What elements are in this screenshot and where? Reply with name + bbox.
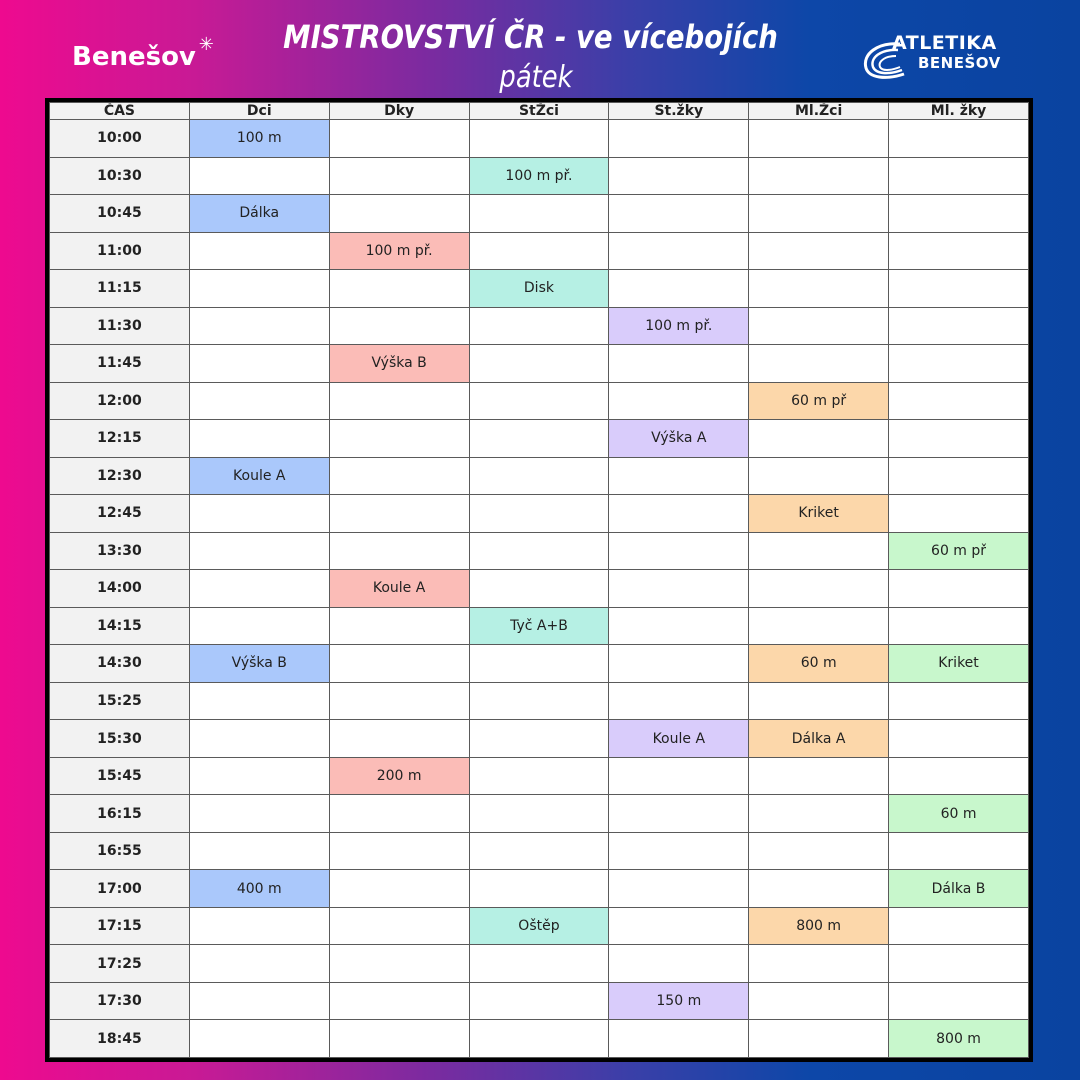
table-row bbox=[50, 120, 1029, 158]
empty-cell bbox=[609, 495, 749, 533]
empty-cell bbox=[189, 757, 329, 795]
column-header-category: Dci bbox=[189, 103, 329, 120]
empty-cell bbox=[609, 382, 749, 420]
empty-cell bbox=[469, 120, 609, 158]
time-cell: 16:55 bbox=[50, 832, 190, 870]
table-header-row bbox=[50, 103, 1029, 120]
empty-cell bbox=[889, 382, 1029, 420]
time-cell: 18:45 bbox=[50, 1020, 190, 1058]
empty-cell bbox=[749, 832, 889, 870]
table-row bbox=[50, 832, 1029, 870]
time-cell: 11:45 bbox=[50, 345, 190, 383]
empty-cell bbox=[189, 382, 329, 420]
empty-cell bbox=[889, 120, 1029, 158]
event-cell: 400 m bbox=[189, 870, 329, 908]
empty-cell bbox=[469, 1020, 609, 1058]
event-cell: Dálka A bbox=[749, 720, 889, 758]
event-cell: Kriket bbox=[749, 495, 889, 533]
empty-cell bbox=[189, 232, 329, 270]
empty-cell bbox=[609, 682, 749, 720]
empty-cell bbox=[889, 270, 1029, 308]
empty-cell bbox=[329, 120, 469, 158]
time-cell: 15:25 bbox=[50, 682, 190, 720]
event-cell: Koule A bbox=[609, 720, 749, 758]
empty-cell bbox=[609, 795, 749, 833]
empty-cell bbox=[189, 270, 329, 308]
empty-cell bbox=[329, 945, 469, 983]
empty-cell bbox=[469, 945, 609, 983]
empty-cell bbox=[329, 682, 469, 720]
table-row bbox=[50, 795, 1029, 833]
empty-cell bbox=[889, 495, 1029, 533]
empty-cell bbox=[749, 345, 889, 383]
empty-cell bbox=[189, 157, 329, 195]
event-cell: Koule A bbox=[329, 570, 469, 608]
event-cell: 60 m bbox=[889, 795, 1029, 833]
empty-cell bbox=[329, 382, 469, 420]
time-cell: 10:30 bbox=[50, 157, 190, 195]
time-cell: 12:00 bbox=[50, 382, 190, 420]
empty-cell bbox=[749, 532, 889, 570]
empty-cell bbox=[749, 420, 889, 458]
time-cell: 10:00 bbox=[50, 120, 190, 158]
table-row bbox=[50, 682, 1029, 720]
empty-cell bbox=[329, 195, 469, 233]
table-row bbox=[50, 457, 1029, 495]
time-cell: 15:45 bbox=[50, 757, 190, 795]
event-cell: Výška A bbox=[609, 420, 749, 458]
empty-cell bbox=[889, 307, 1029, 345]
event-cell: 150 m bbox=[609, 982, 749, 1020]
table-row bbox=[50, 907, 1029, 945]
empty-cell bbox=[609, 157, 749, 195]
event-cell: 800 m bbox=[749, 907, 889, 945]
empty-cell bbox=[469, 982, 609, 1020]
empty-cell bbox=[329, 532, 469, 570]
empty-cell bbox=[469, 795, 609, 833]
empty-cell bbox=[749, 1020, 889, 1058]
empty-cell bbox=[469, 345, 609, 383]
time-cell: 17:25 bbox=[50, 945, 190, 983]
empty-cell bbox=[889, 907, 1029, 945]
event-cell: Dálka bbox=[189, 195, 329, 233]
time-cell: 15:30 bbox=[50, 720, 190, 758]
event-cell: Výška B bbox=[189, 645, 329, 683]
time-cell: 16:15 bbox=[50, 795, 190, 833]
empty-cell bbox=[189, 607, 329, 645]
empty-cell bbox=[329, 157, 469, 195]
benesov-logo-text: Benešov bbox=[72, 42, 196, 72]
table-row bbox=[50, 945, 1029, 983]
table-row bbox=[50, 607, 1029, 645]
table-row bbox=[50, 1020, 1029, 1058]
empty-cell bbox=[749, 270, 889, 308]
empty-cell bbox=[749, 682, 889, 720]
empty-cell bbox=[609, 607, 749, 645]
event-cell: Oštěp bbox=[469, 907, 609, 945]
empty-cell bbox=[469, 495, 609, 533]
empty-cell bbox=[469, 195, 609, 233]
empty-cell bbox=[189, 495, 329, 533]
table-row bbox=[50, 982, 1029, 1020]
empty-cell bbox=[609, 870, 749, 908]
empty-cell bbox=[749, 457, 889, 495]
table-row bbox=[50, 345, 1029, 383]
empty-cell bbox=[469, 307, 609, 345]
empty-cell bbox=[889, 420, 1029, 458]
empty-cell bbox=[469, 832, 609, 870]
empty-cell bbox=[609, 570, 749, 608]
event-cell: 100 m př. bbox=[469, 157, 609, 195]
empty-cell bbox=[749, 757, 889, 795]
schedule-table bbox=[49, 102, 1029, 1058]
event-cell: 60 m bbox=[749, 645, 889, 683]
time-cell: 11:15 bbox=[50, 270, 190, 308]
empty-cell bbox=[189, 570, 329, 608]
empty-cell bbox=[609, 907, 749, 945]
empty-cell bbox=[749, 945, 889, 983]
empty-cell bbox=[609, 832, 749, 870]
empty-cell bbox=[329, 1020, 469, 1058]
empty-cell bbox=[329, 457, 469, 495]
time-cell: 17:30 bbox=[50, 982, 190, 1020]
empty-cell bbox=[329, 795, 469, 833]
empty-cell bbox=[329, 270, 469, 308]
table-row bbox=[50, 157, 1029, 195]
table-row bbox=[50, 307, 1029, 345]
event-cell: 800 m bbox=[889, 1020, 1029, 1058]
empty-cell bbox=[189, 532, 329, 570]
empty-cell bbox=[469, 232, 609, 270]
empty-cell bbox=[189, 982, 329, 1020]
time-cell: 14:30 bbox=[50, 645, 190, 683]
empty-cell bbox=[749, 120, 889, 158]
empty-cell bbox=[609, 945, 749, 983]
column-header-time: ČAS bbox=[50, 103, 190, 120]
event-cell: 100 m př. bbox=[329, 232, 469, 270]
empty-cell bbox=[749, 157, 889, 195]
event-cell: 200 m bbox=[329, 757, 469, 795]
empty-cell bbox=[889, 345, 1029, 383]
event-cell: 100 m bbox=[189, 120, 329, 158]
event-cell: Tyč A+B bbox=[469, 607, 609, 645]
empty-cell bbox=[189, 907, 329, 945]
empty-cell bbox=[749, 982, 889, 1020]
table-row bbox=[50, 420, 1029, 458]
time-cell: 11:30 bbox=[50, 307, 190, 345]
empty-cell bbox=[609, 1020, 749, 1058]
column-header-category: StŽci bbox=[469, 103, 609, 120]
empty-cell bbox=[189, 945, 329, 983]
table-row bbox=[50, 232, 1029, 270]
empty-cell bbox=[749, 607, 889, 645]
sparkle-icon: ✳ bbox=[198, 34, 214, 55]
empty-cell bbox=[329, 982, 469, 1020]
empty-cell bbox=[609, 232, 749, 270]
empty-cell bbox=[329, 870, 469, 908]
empty-cell bbox=[469, 457, 609, 495]
empty-cell bbox=[749, 795, 889, 833]
column-header-category: Dky bbox=[329, 103, 469, 120]
empty-cell bbox=[189, 682, 329, 720]
time-cell: 14:00 bbox=[50, 570, 190, 608]
empty-cell bbox=[889, 457, 1029, 495]
empty-cell bbox=[469, 420, 609, 458]
empty-cell bbox=[749, 307, 889, 345]
header bbox=[0, 0, 1080, 100]
empty-cell bbox=[189, 420, 329, 458]
event-cell: Dálka B bbox=[889, 870, 1029, 908]
event-cell: Výška B bbox=[329, 345, 469, 383]
empty-cell bbox=[609, 757, 749, 795]
empty-cell bbox=[889, 607, 1029, 645]
column-header-category: St.žky bbox=[609, 103, 749, 120]
table-row bbox=[50, 495, 1029, 533]
empty-cell bbox=[329, 720, 469, 758]
empty-cell bbox=[889, 570, 1029, 608]
schedule-table-frame bbox=[45, 98, 1033, 1062]
logo-line-benesov: BENEŠOV bbox=[918, 54, 1001, 72]
table-row bbox=[50, 270, 1029, 308]
empty-cell bbox=[329, 307, 469, 345]
time-cell: 10:45 bbox=[50, 195, 190, 233]
empty-cell bbox=[329, 907, 469, 945]
table-row bbox=[50, 757, 1029, 795]
empty-cell bbox=[749, 870, 889, 908]
column-header-category: Ml. žky bbox=[889, 103, 1029, 120]
table-row bbox=[50, 382, 1029, 420]
empty-cell bbox=[749, 195, 889, 233]
logo-line-atletika: ATLETIKA bbox=[892, 32, 997, 54]
empty-cell bbox=[469, 870, 609, 908]
empty-cell bbox=[469, 532, 609, 570]
column-header-category: Ml.Žci bbox=[749, 103, 889, 120]
empty-cell bbox=[329, 832, 469, 870]
empty-cell bbox=[889, 982, 1029, 1020]
table-body bbox=[50, 120, 1029, 1058]
event-cell: Disk bbox=[469, 270, 609, 308]
empty-cell bbox=[889, 157, 1029, 195]
page-subtitle: pátek bbox=[499, 60, 573, 95]
table-row bbox=[50, 720, 1029, 758]
empty-cell bbox=[889, 232, 1029, 270]
time-cell: 13:30 bbox=[50, 532, 190, 570]
time-cell: 11:00 bbox=[50, 232, 190, 270]
empty-cell bbox=[609, 645, 749, 683]
time-cell: 12:30 bbox=[50, 457, 190, 495]
empty-cell bbox=[609, 195, 749, 233]
empty-cell bbox=[609, 345, 749, 383]
empty-cell bbox=[469, 382, 609, 420]
empty-cell bbox=[889, 945, 1029, 983]
table-row bbox=[50, 645, 1029, 683]
empty-cell bbox=[889, 720, 1029, 758]
empty-cell bbox=[749, 232, 889, 270]
event-cell: Koule A bbox=[189, 457, 329, 495]
empty-cell bbox=[469, 757, 609, 795]
atletika-benesov-logo bbox=[860, 28, 1010, 84]
table-row bbox=[50, 570, 1029, 608]
empty-cell bbox=[609, 270, 749, 308]
time-cell: 12:45 bbox=[50, 495, 190, 533]
event-cell: 100 m př. bbox=[609, 307, 749, 345]
empty-cell bbox=[329, 495, 469, 533]
empty-cell bbox=[329, 420, 469, 458]
table-row bbox=[50, 532, 1029, 570]
empty-cell bbox=[749, 570, 889, 608]
event-cell: Kriket bbox=[889, 645, 1029, 683]
empty-cell bbox=[189, 345, 329, 383]
empty-cell bbox=[189, 307, 329, 345]
event-cell: 60 m př bbox=[889, 532, 1029, 570]
empty-cell bbox=[329, 645, 469, 683]
event-cell: 60 m př bbox=[749, 382, 889, 420]
empty-cell bbox=[189, 1020, 329, 1058]
empty-cell bbox=[889, 757, 1029, 795]
empty-cell bbox=[609, 120, 749, 158]
table-row bbox=[50, 195, 1029, 233]
empty-cell bbox=[889, 195, 1029, 233]
empty-cell bbox=[469, 570, 609, 608]
empty-cell bbox=[609, 532, 749, 570]
time-cell: 17:15 bbox=[50, 907, 190, 945]
empty-cell bbox=[469, 682, 609, 720]
time-cell: 17:00 bbox=[50, 870, 190, 908]
time-cell: 14:15 bbox=[50, 607, 190, 645]
empty-cell bbox=[469, 645, 609, 683]
time-cell: 12:15 bbox=[50, 420, 190, 458]
empty-cell bbox=[189, 720, 329, 758]
empty-cell bbox=[329, 607, 469, 645]
table-row bbox=[50, 870, 1029, 908]
page-title: MISTROVSTVÍ ČR - ve vícebojích bbox=[283, 18, 778, 56]
empty-cell bbox=[469, 720, 609, 758]
empty-cell bbox=[189, 832, 329, 870]
empty-cell bbox=[889, 832, 1029, 870]
empty-cell bbox=[889, 682, 1029, 720]
empty-cell bbox=[609, 457, 749, 495]
empty-cell bbox=[189, 795, 329, 833]
